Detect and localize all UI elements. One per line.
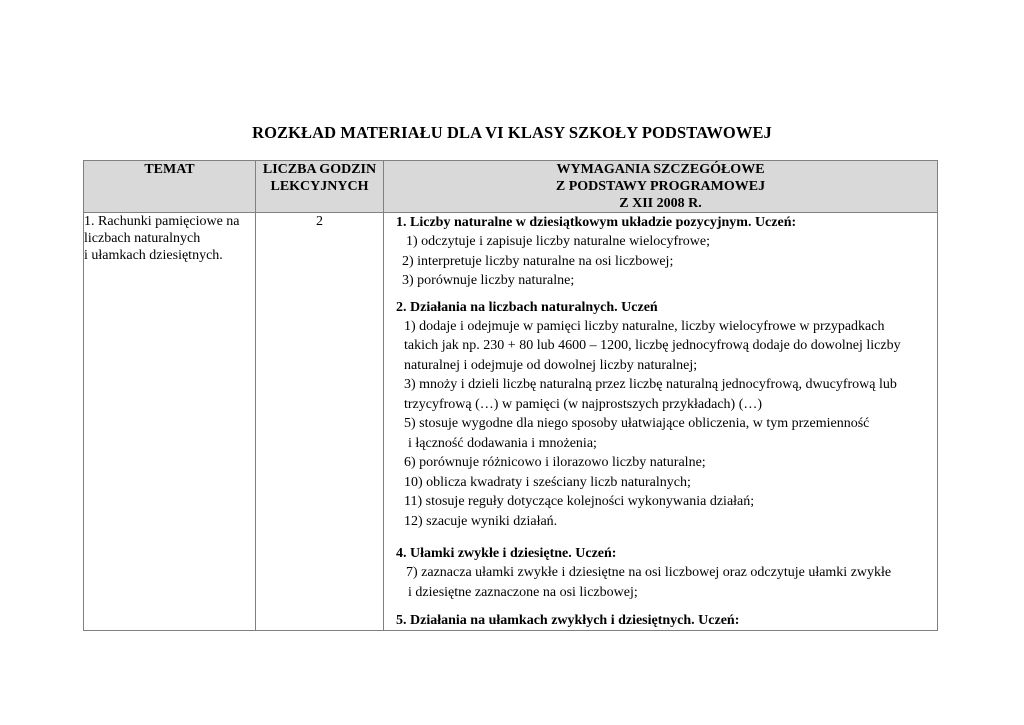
header-topic: TEMAT	[84, 161, 256, 213]
topic-line: 1. Rachunki pamięciowe na	[84, 214, 240, 229]
requirements-cell	[384, 213, 938, 631]
requirement-item: 5) stosuje wygodne dla niego sposoby ułatwiające obliczenia, w tym przemienność	[404, 416, 870, 431]
section-4	[384, 531, 937, 602]
requirement-item: trzycyfrową (…) w pamięci (w najprostszych przykładach) (…)	[404, 396, 763, 412]
header-req-line1: WYMAGANIA SZCZEGÓŁOWE	[556, 162, 765, 177]
topic-line: liczbach naturalnych	[84, 231, 201, 246]
document-title: ROZKŁAD MATERIAŁU DLA VI KLASY SZKOŁY PODSTAWOWEJ	[252, 123, 772, 142]
section-heading: 5. Działania na ułamkach zwykłych i dziesiętnych. Uczeń:	[396, 613, 740, 628]
requirement-item: i łączność dodawania i mnożenia;	[408, 435, 597, 451]
section-heading: 4. Ułamki zwykłe i dziesiętne. Uczeń:	[396, 546, 617, 561]
section-heading: 2. Działania na liczbach naturalnych. Uczeń	[396, 299, 658, 315]
requirement-item: i dziesiętne zaznaczone na osi liczbowej;	[408, 584, 638, 600]
section-2	[384, 291, 937, 532]
topic-cell	[84, 213, 256, 631]
requirement-item: 3) mnoży i dzieli liczbę naturalną przez liczbę naturalną jednocyfrową, dwucyfrową lub	[404, 377, 897, 392]
requirement-item: 2) interpretuje liczby naturalne na osi liczbowej;	[402, 253, 674, 269]
table-row	[84, 213, 938, 631]
requirement-item: 11) stosuje reguły dotyczące kolejności wykonywania działań;	[404, 494, 755, 509]
topic-line: i ułamkach dziesiętnych.	[84, 248, 223, 263]
header-hours-line1: LICZBA GODZIN	[262, 162, 377, 177]
section-1	[384, 213, 937, 291]
requirement-item: 1) odczytuje i zapisuje liczby naturalne wielocyfrowe;	[406, 234, 710, 249]
requirement-item: takich jak np. 230 + 80 lub 4600 – 1200, liczbę jednocyfrową dodaje do dowolnej liczby	[404, 338, 901, 353]
header-req-line2: Z PODSTAWY PROGRAMOWEJ	[555, 179, 766, 194]
header-hours	[256, 161, 384, 213]
requirement-item: 10) oblicza kwadraty i sześciany liczb naturalnych;	[404, 474, 691, 490]
requirement-item: 6) porównuje różnicowo i ilorazowo liczby naturalne;	[404, 455, 706, 470]
requirement-item: 12) szacuje wyniki działań.	[404, 513, 558, 529]
hours-cell: 2	[256, 213, 384, 631]
curriculum-table	[83, 160, 938, 631]
header-requirements	[384, 161, 938, 213]
requirement-item: 1) dodaje i odejmuje w pamięci liczby naturalne, liczby wielocyfrowe w przypadkach	[404, 318, 885, 334]
requirement-item: naturalnej i odejmuje od dowolnej liczby naturalnej;	[404, 357, 698, 373]
header-req-line3: Z XII 2008 R.	[619, 196, 702, 211]
section-5	[384, 602, 937, 630]
section-heading: 1. Liczby naturalne w dziesiątkowym układzie pozycyjnym. Uczeń:	[396, 215, 797, 230]
requirement-item: 3) porównuje liczby naturalne;	[402, 273, 575, 288]
table-header-row	[84, 161, 938, 213]
requirement-item: 7) zaznacza ułamki zwykłe i dziesiętne na osi liczbowej oraz odczytuje ułamki zwykłe	[406, 565, 892, 580]
header-hours-line2: LEKCYJNYCH	[270, 179, 369, 194]
